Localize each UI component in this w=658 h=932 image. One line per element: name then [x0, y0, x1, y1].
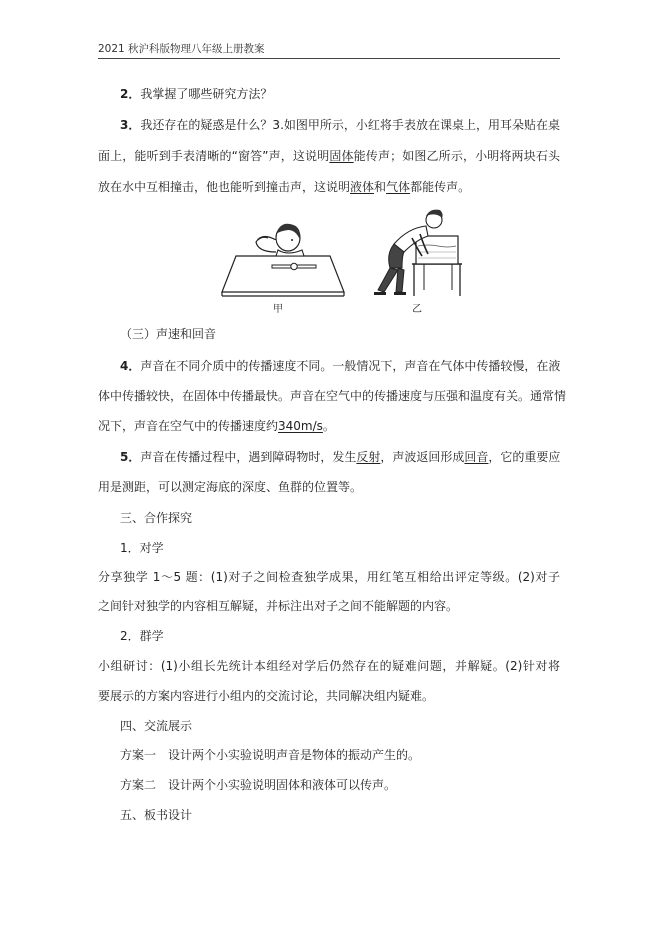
figure-jia: [218, 218, 348, 310]
question-2: [98, 86, 560, 103]
qunxue-line2: 要展示的方案内容进行小组内的交流讨论，共同解决组内疑难。: [98, 689, 435, 703]
duixue-paragraph-line-1: [98, 569, 560, 586]
q4-line3-b: 。: [322, 419, 335, 433]
duixue-heading: [98, 540, 560, 557]
plan-2: [98, 777, 560, 794]
duixue-title: 1．对学: [120, 541, 164, 555]
answer-speed: 340m/s: [278, 419, 323, 433]
qunxue-paragraph-line-2: [98, 688, 560, 705]
part-4-title: 四、交流展示: [120, 719, 193, 733]
qunxue-paragraph-line-1: [98, 658, 560, 675]
q4-line3-a: 况下，声音在空气中的传播速度约: [98, 419, 279, 433]
figure-jia-drawing: [218, 218, 348, 310]
plan-1-text: 设计两个小实验说明声音是物体的振动产生的。: [168, 748, 421, 762]
header-divider: [98, 58, 560, 59]
q2-text: 我掌握了哪些研究方法？: [140, 87, 273, 101]
question-4-line-2: [98, 388, 567, 405]
q3-number: 3．: [120, 118, 141, 132]
answer-gas: 气体: [386, 180, 411, 194]
q3-line2-b: 能传声；如图乙所示，小明将两块石头: [353, 149, 560, 163]
answer-echo: 回音: [464, 450, 489, 464]
q5-line1-c: ，它的重要应: [488, 450, 561, 464]
qunxue-title: 2．群学: [120, 629, 164, 643]
question-3-line-2: [98, 148, 560, 165]
section-sound-speed-echo: [98, 326, 560, 343]
question-3-line-1: [98, 117, 560, 134]
figure-yi-label: 乙: [412, 304, 422, 315]
page-header: 2021 秋沪科版物理八年级上册教案: [98, 43, 265, 55]
part-5-heading: [98, 807, 560, 824]
q3-line2-a: 面上，能听到手表清晰的“窗答”声，这说明: [98, 149, 330, 163]
qunxue-heading: [98, 628, 560, 645]
plan-1: [98, 747, 560, 764]
part-5-title: 五、板书设计: [120, 808, 193, 822]
q4-line1-text: 声音在不同介质中的传播速度不同。一般情况下，声音在气体中传播较慢，在液: [140, 359, 561, 373]
q3-line3-c: 都能传声。: [410, 180, 471, 194]
answer-liquid: 液体: [350, 180, 375, 194]
plan-2-label: 方案二: [120, 778, 157, 792]
duixue-line1: 分享独学 1～5 题：(1)对子之间检查独学成果，用红笔互相给出评定等级。(2)对子: [98, 570, 560, 584]
q5-number: 5．: [120, 450, 141, 464]
q4-number: 4．: [120, 359, 141, 373]
q5-line1-a: 声音在传播过程中，遇到障碍物时，发生: [140, 450, 357, 464]
question-5-line-1: [98, 449, 560, 466]
question-3-line-3: [98, 179, 560, 196]
q3-line3-a: 放在水中互相撞击，他也能听到撞击声，这说明: [98, 180, 351, 194]
figure-yi: [368, 206, 468, 302]
q4-line2-text: 体中传播较快，在固体中传播最快。声音在空气中的传播速度与压强和温度有关。通常情: [98, 389, 567, 403]
plan-2-text: 设计两个小实验说明固体和液体可以传声。: [168, 778, 397, 792]
part-4-heading: [98, 718, 560, 735]
duixue-paragraph-line-2: [98, 598, 560, 615]
q2-number: 2．: [120, 87, 141, 101]
plan-1-label: 方案一: [120, 748, 157, 762]
q5-line1-b: ，声波返回形成: [380, 450, 465, 464]
question-4-line-3: [98, 418, 560, 435]
q3-line3-b: 和: [374, 180, 387, 194]
question-4-line-1: [98, 358, 560, 375]
part-3-title: 三、合作探究: [120, 511, 193, 525]
answer-solid: 固体: [329, 149, 354, 163]
answer-reflection: 反射: [356, 450, 381, 464]
figure-jia-label: 甲: [273, 304, 283, 315]
q5-line2-text: 用是测距，可以测定海底的深度、鱼群的位置等。: [98, 480, 363, 494]
figure-yi-drawing: [368, 206, 468, 302]
question-5-line-2: [98, 479, 560, 496]
duixue-line2: 之间针对独学的内容相互解疑，并标注出对子之间不能解题的内容。: [98, 599, 459, 613]
qunxue-line1: 小组研讨：(1)小组长先统计本组经对学后仍然存在的疑难问题，并解疑。(2)针对将: [98, 659, 560, 673]
section-3-title: （三）声速和回音: [120, 327, 217, 341]
q3-line1-text: 我还存在的疑惑是什么？3.如图甲所示，小红将手表放在课桌上，用耳朵贴在桌: [140, 118, 561, 132]
part-3-heading: [98, 510, 560, 527]
